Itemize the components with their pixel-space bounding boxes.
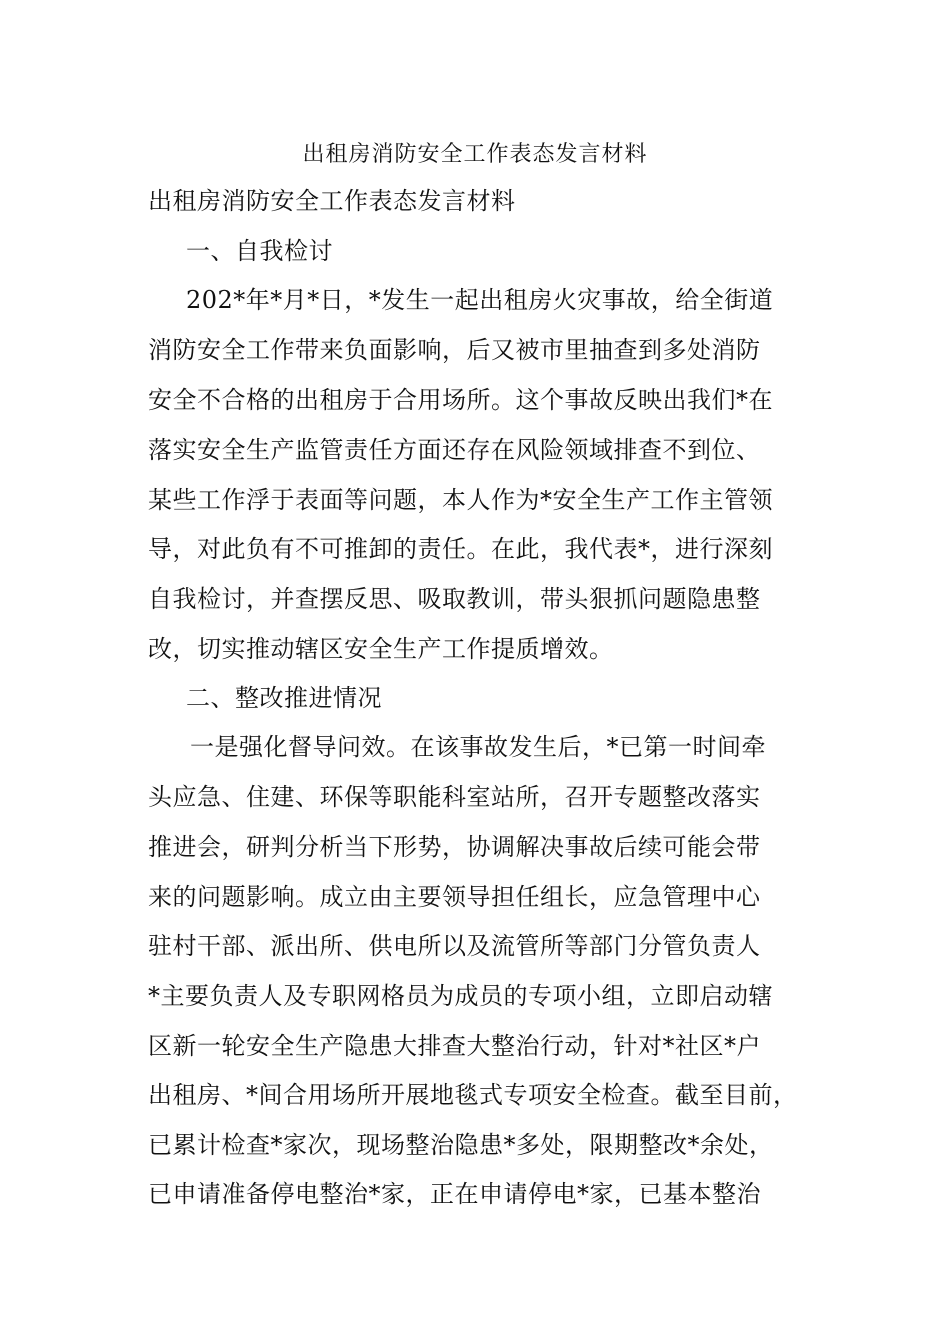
paragraph-line: 自我检讨，并查摆反思、吸取教训，带头狠抓问题隐患整: [148, 585, 761, 613]
paragraph-line: 出租房、*间合用场所开展地毯式专项安全检查。截至目前，: [148, 1081, 798, 1109]
paragraph-line: 驻村干部、派出所、供电所以及流管所等部门分管负责人: [148, 932, 761, 960]
paragraph-line: 头应急、住建、环保等职能科室站所，召开专题整改落实: [148, 783, 761, 811]
paragraph-line: 推进会，研判分析当下形势，协调解决事故后续可能会带: [148, 833, 761, 861]
section-heading-self-review: 一、自我检讨: [186, 237, 333, 265]
paragraph-line: 一是强化督导问效。在该事故发生后，*已第一时间牵: [190, 733, 766, 761]
paragraph-line: *主要负责人及专职网格员为成员的专项小组，立即启动辖: [148, 982, 773, 1010]
paragraph-line: 202*年*月*日，*发生一起出租房火灾事故，给全街道: [186, 286, 774, 314]
subtitle-line: 出租房消防安全工作表态发言材料: [148, 187, 516, 215]
document-title: 出租房消防安全工作表态发言材料: [302, 142, 648, 167]
paragraph-line: 安全不合格的出租房于合用场所。这个事故反映出我们*在: [148, 386, 773, 414]
paragraph-line: 导，对此负有不可推卸的责任。在此，我代表*，进行深刻: [148, 535, 773, 563]
section-heading-progress: 二、整改推进情况: [186, 684, 382, 712]
paragraph-line: 某些工作浮于表面等问题，本人作为*安全生产工作主管领: [148, 486, 773, 514]
paragraph-line: 已申请准备停电整治*家，正在申请停电*家，已基本整治: [148, 1180, 761, 1208]
paragraph-line: 区新一轮安全生产隐患大排查大整治行动，针对*社区*户: [148, 1032, 761, 1060]
paragraph-line: 改，切实推动辖区安全生产工作提质增效。: [148, 635, 614, 663]
paragraph-line: 来的问题影响。成立由主要领导担任组长，应急管理中心: [148, 883, 761, 911]
paragraph-line: 落实安全生产监管责任方面还存在风险领域排查不到位、: [148, 436, 761, 464]
paragraph-line: 已累计检查*家次，现场整治隐患*多处，限期整改*余处，: [148, 1131, 774, 1159]
paragraph-line: 消防安全工作带来负面影响，后又被市里抽查到多处消防: [148, 336, 761, 364]
